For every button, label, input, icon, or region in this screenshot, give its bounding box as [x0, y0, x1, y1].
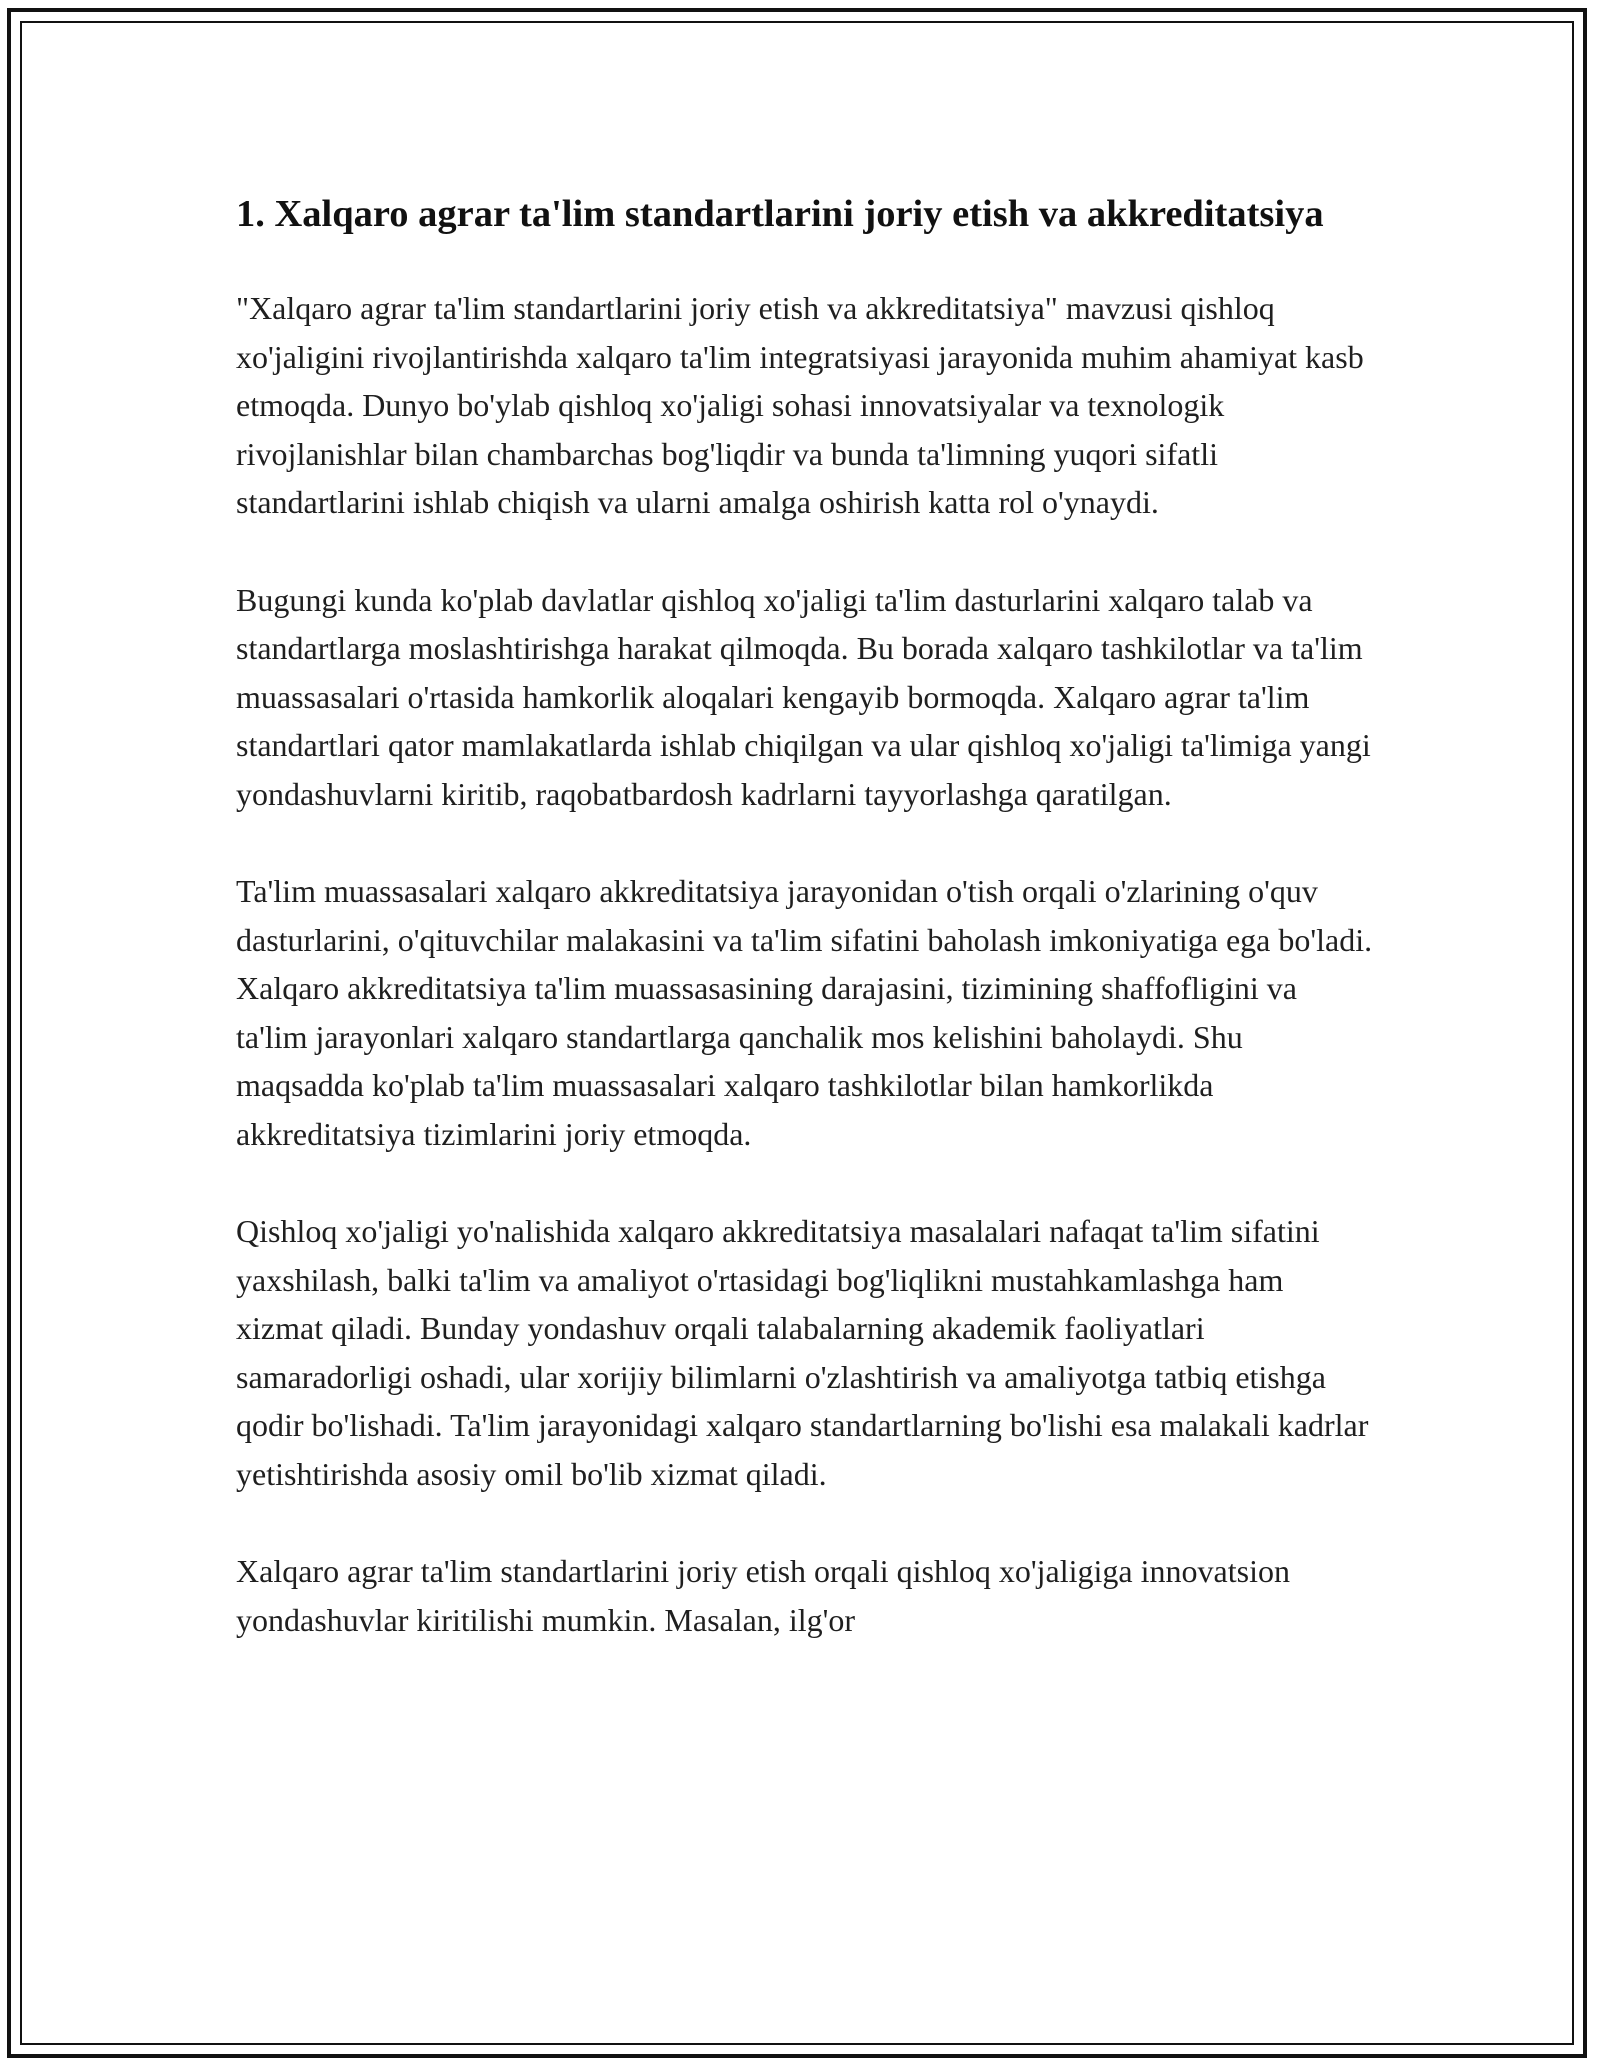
paragraph-2: Bugungi kunda ko'plab davlatlar qishloq xo'jaligi ta'lim dasturlarini xalqaro talab va standartlarga moslashtirishga harakat qilmoqda. Bu borada xalqaro tashkilotlar va ta'lim muassasalari o'rtasida hamkorlik aloqalari kengayib bormoqda. Xalqaro agrar ta'lim standartlari qator mamlakatlarda ishlab chiqilgan va ular qishloq xo'jaligi ta'limiga yangi yondashuvlarni kiritib, raqobatbardosh kadrlarni tayyorlashga qaratilgan.: [236, 581, 1371, 812]
paragraph-5: Xalqaro agrar ta'lim standartlarini joriy etish orqali qishloq xo'jaligiga innovatsion yondashuvlar kiritilishi mumkin. Masalan, ilg'or: [236, 1553, 1290, 1638]
paragraph-3: Ta'lim muassasalari xalqaro akkreditatsiya jarayonidan o'tish orqali o'zlarining o'quv dasturlarini, o'qituvchilar malakasini va ta'lim sifatini baholash imkoniyatiga ega bo'ladi. Xalqaro akkreditatsiya ta'lim muassasasining darajasini, tizimining shaffofligini va ta'lim jarayonlari xalqaro standartlarga qanchalik mos kelishini baholaydi. Shu maqsadda ko'plab ta'lim muassasalari xalqaro tashkilotlar bilan hamkorlikda akkreditatsiya tizimlarini joriy etmoqda.: [236, 873, 1373, 1152]
paragraph-1: "Xalqaro agrar ta'lim standartlarini joriy etish va akkreditatsiya" mavzusi qishloq xo'jaligini rivojlantirishda xalqaro ta'lim integratsiyasi jarayonida muhim ahamiyat kasb etmoqda. Dunyo bo'ylab qishloq xo'jaligi sohasi innovatsiyalar va texnologik rivojlanishlar bilan chambarchas bog'liqdir va bunda ta'limning yuqori sifatli standartlarini ishlab chiqish va ularni amalga oshirish katta rol o'ynaydi.: [236, 290, 1364, 520]
document-body: [236, 186, 1376, 1693]
paragraph-4: Qishloq xo'jaligi yo'nalishida xalqaro akkreditatsiya masalalari nafaqat ta'lim sifatini yaxshilash, balki ta'lim va amaliyot o'rtasidagi bog'liqlikni mustahkamlashga ham xizmat qiladi. Bunday yondashuv orqali talabalarning akademik faoliyatlari samaradorligi oshadi, ular xorijiy bilimlarni o'zlashtirish va amaliyotga tatbiq etishga qodir bo'lishadi. Ta'lim jarayonidagi xalqaro standartlarning bo'lishi esa malakali kadrlar yetishtirishda asosiy omil bo'lib xizmat qiladi.: [236, 1213, 1369, 1492]
section-heading: 1. Xalqaro agrar ta'lim standartlarini joriy etish va akkreditatsiya: [236, 193, 1324, 235]
